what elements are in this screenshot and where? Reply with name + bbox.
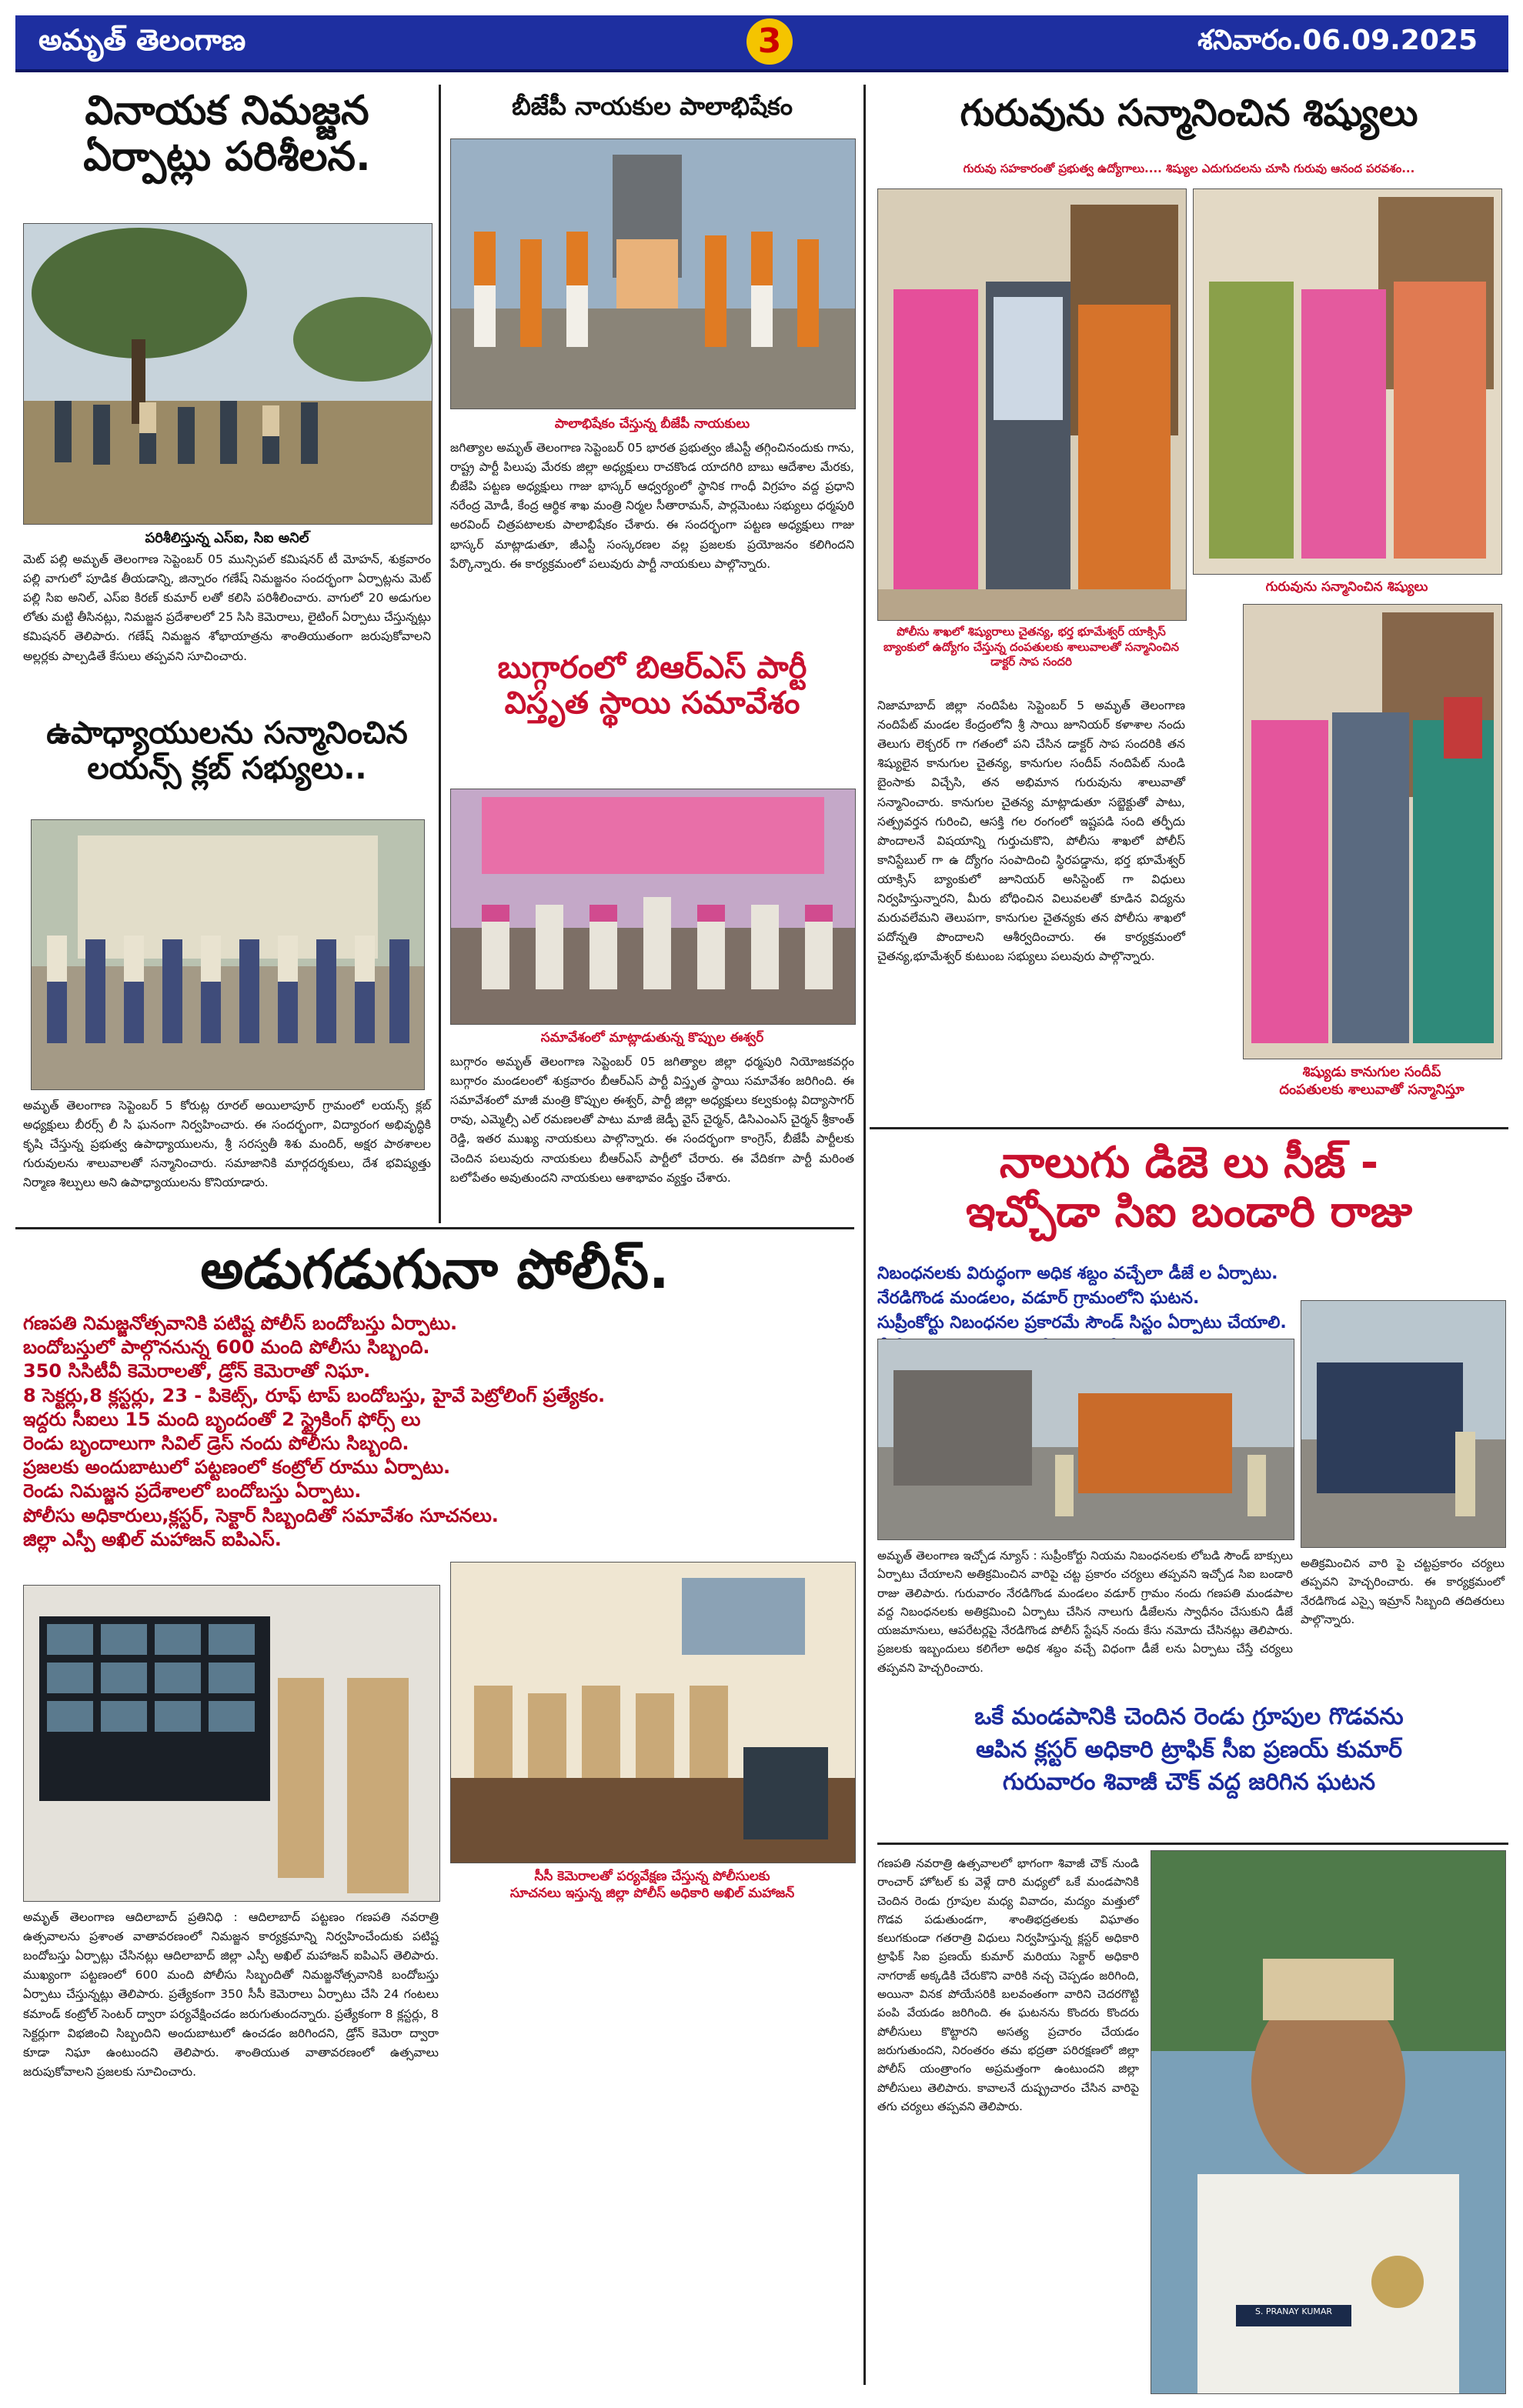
clash-article xyxy=(873,1704,1505,1796)
dj-headline-2: ఇచ్చోడా సిఐ బండారి రాజు xyxy=(965,1187,1413,1238)
police-bullet: 350 సిసిటీవీ కెమెరాలతో, డ్రోన్ కెమెరాతో నిఘా. xyxy=(23,1360,371,1382)
dj-bullet: నిబంధనలకు విరుద్ధంగా అధిక శబ్దం వచ్చేలా డీజే ల ఏర్పాటు. xyxy=(877,1264,1278,1283)
police-bullet: బందోబస్తులో పాల్గొననున్న 600 మంది పోలీసు సిబ్బంది. xyxy=(23,1336,430,1359)
police-bullets xyxy=(23,1312,854,1552)
brs-headline-1: బుగ్గారంలో బిఆర్ఎస్ పార్టీ xyxy=(497,650,807,685)
page-number-badge: 3 xyxy=(746,18,793,65)
police-bullet: రెండు బృందాలుగా సివిల్ డ్రెస్ నందు పోలీసు సిబ్బంది. xyxy=(23,1432,409,1454)
guru-caption-right-top: గురువును సన్మానించిన శిష్యులు xyxy=(1265,579,1428,595)
police-caption-line1: సీసీ కెమెరాలతో పర్యవేక్షణ చేస్తున్న పోలీసులకు xyxy=(534,1869,770,1884)
police-headline: అడుగడుగునా పోలీస్. xyxy=(200,1238,670,1301)
dj-body: అమృత్ తెలంగాణ ఇచ్చోడ న్యూస్ : సుప్రీంకోర్టు నియమ నిబంధనలకు లోబడి సౌండ్ బాక్సులు ఏర్పాటు చేయాలని అతిక్రమించిన వారిపై చట్ట ప్రకారం చర్యలు తప్పవని ఇచ్చోడ సిఐ బండారి రాజు తెలిపారు. గురువారం నేరడిగొండ మండలం వడూర్ గ్రామం నందు గణపతి మండపాల వద్ద నిబంధనలకు అతిక్రమించి ఏర్పాటు చేసిన నాలుగు డీజేలను స్వాధీనం చేసుకుని డీజే యజమానులు, ఆపరేటర్లపై నేరడిగొండ పోలీస్ స్టేషన్ నందు కేసు నమోదు చేసినట్లు తెలిపారు. ప్రజలకు ఇబ్బందులు కలిగేలా అధిక శబ్దం వచ్చే విధంగా డీజే లను ఏర్పాటు చేస్తే చర్యలు తప్పవని హెచ్చరించారు. xyxy=(877,1549,1293,1675)
police-meeting-photo xyxy=(450,1562,856,1863)
guru-caption-rb-line1: శిష్యుడు కానుగుల సందీప్ xyxy=(1302,1064,1441,1080)
clash-body: గణపతి నవరాత్రి ఉత్సవాలలో భాగంగా శివాజీ చౌక్ నుండి రాంచార్ హోటల్ కు వెళ్లే దారి మధ్యలో ఒకే మండపానికి చెందిన రెండు గ్రూపుల మధ్య వివాదం, మద్యం మత్తులో గొడవ పడుతుండగా, శాంతిభద్రతలకు విఘాతం కలుగకుండా గతరాత్రి విధులు నిర్వహిస్తున్న క్లస్టర్ అధికారి ట్రాఫిక్ సిఐ ప్రణయ్ కుమార్ మరియు సెక్టార్ అధికారి నాగరాజ్ అక్కడికి చేరుకొని వారికి నచ్చ చెప్పడం జరిగింది, అయినా వినక పోయేసరికి బలవంతంగా వారిని చెదరగొట్టి పంపి వేయడం జరిగింది. ఈ ఘటనను కొందరు కొందరు పోలీసులు కొట్టారని అసత్య ప్రచారం చేయడం జరుగుతుందని, నిరంతరం తమ భద్రతా పరిరక్షణలో జిల్లా పోలీస్ యంత్రాంగం అప్రమత్తంగా ఉంటుందని జిల్లా పోలీసులు తెలిపారు. కావాలనే దుష్ప్రచారం చేసిన వారిపై తగు చర్యలు తప్పవని తెలిపారు. xyxy=(877,1856,1139,2113)
guru-caption-right-bottom xyxy=(1243,1063,1501,1099)
vinayaka-caption: పరిశీలిస్తున్న ఎస్ఐ, సిఐ అనిల్ xyxy=(145,530,309,546)
clash-headline-1: ఒకే మండపానికి చెందిన రెండు గ్రూపుల గొడవను xyxy=(974,1703,1404,1730)
dj-body-right: అతిక్రమించిన వారి పై చట్టప్రకారం చర్యలు తప్పవని హెచ్చరించారు. ఈ కార్యక్రమంలో నేరడిగొండ ఎస్సై ఇమ్రాన్ సిబ్బంది తదితరులు పాల్గొన్నారు. xyxy=(1301,1556,1505,1626)
dj-photo-right xyxy=(1301,1300,1506,1548)
clash-headline-2: ఆపిన క్లస్టర్ అధికారి ట్రాఫిక్ సీఐ ప్రణయ్ కుమార్ xyxy=(975,1736,1403,1763)
column-rule-1 xyxy=(439,85,441,1223)
brs-caption: సమావేశంలో మాట్లాడుతున్న కొప్పుల ఈశ్వర్ xyxy=(540,1030,764,1046)
police-bullet: రెండు నిమజ్జన ప్రదేశాలలో బందోబస్తు ఏర్పాటు. xyxy=(23,1480,362,1502)
police-body-left: అమృత్ తెలంగాణ ఆదిలాబాద్ ప్రతినిధి : ఆదిలాబాద్ పట్టణం గణపతి నవరాత్రి ఉత్సవాలను ప్రశాంత వాతావరణంలో నిమజ్జన కార్యక్రమాన్ని నిర్వహించేందుకు పటిష్ట బందోబస్తు ఏర్పాట్లు చేసినట్లు ఆదిలాబాద్ జిల్లా ఎస్పీ అఖిల్ మహాజన్ ఐపిఎస్ తెలిపారు. ముఖ్యంగా పట్టణంలో 600 మంది పోలీసు సిబ్బందితో నిమజ్జనోత్సవానికి బందోబస్తు ఏర్పాటు చేస్తున్నట్లు తెలిపారు. ప్రత్యేకంగా 350 సీసీ కెమెరాలు ఏర్పాటు చేసి 24 గంటలు కమాండ్ కంట్రోల్ సెంటర్ ద్వారా పర్యవేక్షించడం జరుగుతుందన్నారు. ప్రత్యేకంగా 8 క్లస్టర్లు, 8 సెక్టర్లుగా విభజించి సిబ్బందిని అందుబాటులో ఉంచడం జరిగిందని, డ్రోన్ కెమెరా ద్వారా కూడా నిఘా ఉంటుందని తెలిపారు. శాంతియుత వాతావరణంలో ఉత్సవాలు జరుపుకోవాలని ప్రజలకు సూచించారు. xyxy=(23,1910,439,2079)
brs-article xyxy=(450,650,854,721)
dj-bullet: సుప్రీంకోర్టు నిబంధనల ప్రకారమే సౌండ్ సిస్టం ఏర్పాటు చేయాలి. xyxy=(877,1312,1287,1332)
lions-photo xyxy=(31,819,425,1090)
column-rule-2 xyxy=(863,85,866,1192)
lions-headline-2: లయన్స్ క్లబ్ సభ్యులు.. xyxy=(87,751,367,786)
guru-photo-left xyxy=(877,188,1187,621)
police-bullet: 8 సెక్టర్లు,8 క్లస్టర్లు, 23 - పికెట్స్, రూఫ్ టాప్ బందోబస్తు, హైవే పెట్రోలింగ్ ప్రత్యేకం. xyxy=(23,1384,606,1406)
police-caption xyxy=(450,1868,854,1902)
masthead xyxy=(15,15,1508,72)
bjp-photo xyxy=(450,138,856,409)
lions-article xyxy=(23,715,431,786)
guru-photo-right-top xyxy=(1193,188,1502,575)
vinayaka-photo xyxy=(23,223,433,525)
police-bullet: పోలీసు అధికారులు,క్లస్టర్, సెక్టార్ సిబ్బందితో సమావేశం సూచనలు. xyxy=(23,1504,499,1526)
bjp-headline: బీజేపీ నాయకుల పాలాభిషేకం xyxy=(512,92,793,121)
clash-headline-3: గురువారం శివాజీ చౌక్ వద్ద జరిగిన ఘటన xyxy=(1002,1769,1376,1796)
guru-caption-rb-line2: దంపతులకు శాలువాతో సన్మానిస్తూ xyxy=(1279,1082,1465,1099)
bjp-body: జగిత్యాల అమృత్ తెలంగాణ సెప్టెంబర్ 05 భారత ప్రభుత్వం జీఎస్టీ తగ్గించినందుకు గాను, రాష్ట్ర పార్టీ పిలుపు మేరకు జిల్లా అధ్యక్షులు రాచకొండ యాదగిరి బాబు ఆదేశాల మేరకు, బీజేపి పట్టణ అధ్యక్షులు గాజు భాస్కర్ ఆధ్వర్యంలో స్థానిక గాంధీ విగ్రహం వద్ద ప్రధాని నరేంద్ర మోడీ, కేంద్ర ఆర్థిక శాఖ మంత్రి నిర్మల సీతారామన్, పార్లమెంటు సభ్యులు ధర్మపురి అరవింద్ చిత్రపటాలకు పాలాభిషేకం చేశారు. ఈ సందర్భంగా పట్టణ అధ్యక్షులు గాజు భాస్కర్ మాట్లాడుతూ, జీఎస్టీ సంస్కరణల వల్ల ప్రజలకు ప్రయోజనం కలిగిందని పేర్కొన్నారు. ఈ కార్యక్రమంలో పలువురు పార్టీ నాయకులు పాల్గొన్నారు. xyxy=(450,441,854,571)
police-bullet: గణపతి నిమజ్జనోత్సవానికి పటిష్ట పోలీస్ బందోబస్తు ఏర్పాటు. xyxy=(23,1312,458,1334)
dj-photo-left xyxy=(877,1339,1294,1540)
nameplate-text: S. PRANAY KUMAR xyxy=(1254,2306,1333,2316)
guru-headline: గురువును సన్మానించిన శిష్యులు xyxy=(960,92,1418,135)
guru-subtitle: గురువు సహకారంతో ప్రభుత్వ ఉద్యోగాలు.... శిష్యుల ఎదుగుదలను చూసి గురువు ఆనంద పరవశం... xyxy=(963,162,1415,175)
paper-name: అమృత్ తెలంగాణ xyxy=(38,23,246,57)
police-bullet: ప్రజలకు అందుబాటులో పట్టణంలో కంట్రోల్ రూము ఏర్పాటు. xyxy=(23,1456,451,1479)
lions-body: అమృత్ తెలంగాణ సెప్టెంబర్ 5 కోరుట్ల రూరల్ అయిలాపూర్ గ్రామంలో లయన్స్ క్లబ్ అధ్యక్షులు బీరర్స్ లీ సి ఘనంగా నిర్వహించారు. ఈ సందర్భంగా, విద్యారంగ అభివృద్ధికి కృషి చేస్తున్న ప్రభుత్వ ఉపాధ్యాయులను, శ్రీ సరస్వతీ శిశు మందిర్, అక్షర పాఠశాలల గురువులను శాలువాలతో సన్మానించారు. సమాజానికి మార్గదర్శకులు, దేశ భవిష్యత్తు నిర్మాణ శిల్పులు అని ఉపాధ్యాయులను కొనియాడారు. xyxy=(23,1099,431,1190)
brs-headline-2: విస్తృత స్థాయి సమావేశం xyxy=(504,685,800,721)
issue-date: శనివారం.06.09.2025 xyxy=(1197,25,1478,56)
guru-body: నిజామాబాద్ జిల్లా నందిపేట సెప్టెంబర్ 5 అమృత్ తెలంగాణ నందిపేట్ మండల కేంద్రంలోని శ్రీ సాయి జూనియర్ కళాశాల నందు తెలుగు లెక్చరర్ గా గతంలో పని చేసిన డాక్టర్ సాప సందరికి తన శిష్యులైన కానుగుల చైతన్య, కానుగుల సందీప్ నందిపేట్ నుండి బైంసాకు విచ్చేసి, తన అభిమాన గురువును శాలువాతో సన్మానించారు. కానుగుల చైతన్య మాట్లాడుతూ సబ్జెక్టుతో పాటు, సత్ప్రవర్తన గురించి, ఆసక్తి గల రంగంలో ఇష్టపడి సంది తర్ఫీదు పొందాలనే విషయాన్ని గుర్తుచుకొని, పోలీసు శాఖలో పోలీస్ కానిస్టేబుల్ గా ఉ ద్యోగం సంపాదించి స్థిరపడ్డాను, భర్త భూమేశ్వర్ యాక్సిస్ బ్యాంకులో జూనియర్ అసిస్టెంట్ గా విధులు నిర్వహిస్తున్నారని, మీరు బోధించిన విలువలతో కూడిన విద్యను మరువలేమని తెలుపగా, కానుగుల చైతన్యకు తన పోలీసు శాఖలో పదోన్నతి పొందాలని ఆశీర్వదించారు. ఈ కార్యక్రమంలో చైతన్య,భూమేశ్వర్ కుటుంబ సభ్యులు పలువురు పాల్గొన్నారు. xyxy=(877,699,1185,964)
row-rule-2 xyxy=(870,1127,1508,1129)
police-bullet: జిల్లా ఎస్పీ అఖిల్ మహాజన్ ఐపిఎస్. xyxy=(23,1528,282,1550)
bjp-caption: పాలాభిషేకం చేస్తున్న బీజేపీ నాయకులు xyxy=(554,416,750,432)
column-rule-3 xyxy=(863,1139,866,2385)
police-caption-line2: సూచనలు ఇస్తున్న జిల్లా పోలీస్ అధికారి అఖిల్ మహాజన్ xyxy=(509,1886,795,1902)
row-rule-3 xyxy=(877,1843,1508,1845)
guru-photo-right-bottom xyxy=(1243,604,1502,1059)
dj-article xyxy=(873,1139,1505,1238)
vinayaka-headline-1: వినాయక నిమజ్జన xyxy=(85,88,369,134)
vinayaka-body: మెట్ పల్లి అమృత్ తెలంగాణ సెప్టెంబర్ 05 మున్సిపల్ కమిషనర్ టీ మోహన్, శుక్రవారం పల్లి వాగులో పూడిక తీయడాన్ని, జిన్నారం గణేష్ నిమజ్జనం సందర్భంగా ఏర్పాట్లను మెట్ పల్లి సిఐ అనిల్, ఎస్ఐ కిరణ్ కుమార్ లతో కలిసి పరిశీలించారు. వాగులో 20 అడుగుల లోతు మట్టి తీసినట్లు, నిమజ్జన ప్రదేశాలలో 25 సిసి కెమెరాలు, లైటింగ్ ఏర్పాటు చేస్తున్నట్లు కమిషనర్ తెలిపారు. గణేష్ నిమజ్జన శోభాయాత్రను శాంతియుతంగా జరుపుకోవాలని అల్లర్లకు పాల్పడితే కేసులు తప్పవని సూచించారు. xyxy=(23,552,431,663)
police-cctv-photo xyxy=(23,1585,440,1902)
guru-caption-left: పోలీసు శాఖలో శిష్యురాలు చైతన్య, భర్త భూమేశ్వర్ యాక్సిస్ బ్యాంకులో ఉద్యోగం చేస్తున్న దంపతులకు శాలువాలతో సన్మానించిన డాక్టర్ సాప సందరి xyxy=(883,625,1179,669)
vinayaka-article xyxy=(23,88,431,181)
dj-headline-1: నాలుగు డిజె లు సీజ్ - xyxy=(999,1138,1379,1188)
police-bullet: ఇద్దరు సీఐలు 15 మంది బృందంతో 2 స్ట్రైకింగ్ ఫోర్స్ లు xyxy=(23,1408,421,1430)
brs-photo xyxy=(450,789,856,1025)
vinayaka-headline-2: ఏర్పాట్లు పరిశీలన. xyxy=(83,133,371,180)
lions-headline-1: ఉపాధ్యాయులను సన్మానించిన xyxy=(46,715,408,751)
clash-photo xyxy=(1151,1850,1506,2394)
row-rule-1 xyxy=(15,1227,854,1229)
brs-body: బుగ్గారం అమృత్ తెలంగాణ సెప్టెంబర్ 05 జగిత్యాల జిల్లా ధర్మపురి నియోజకవర్గం బుగ్గారం మండలంలో శుక్రవారం బీఆర్ఎస్ పార్టీ విస్తృత స్థాయి సమావేశం జరిగింది. ఈ సమావేశంలో మాజీ మంత్రి కొప్పుల ఈశ్వర్, పార్టీ జిల్లా అధ్యక్షులు కల్వకుంట్ల విద్యాసాగర్ రావు, ఎమ్మెల్సీ ఎల్ రమణలతో పాటు మాజీ జెడ్పీ వైస్ చైర్మన్, డిసిఎంఎస్ చైర్మన్ శ్రీకాంత్ రెడ్డి, ఇతర ముఖ్య నాయకులు పాల్గొన్నారు. ఈ సందర్భంగా కాంగ్రెస్, బీజేపీ పార్టీలకు చెందిన పలువురు నాయకులు బీఆర్ఎస్ పార్టీలో చేరారు. ఈ వేదికగా పార్టీ మరింత బలోపేతం అవుతుందని నాయకులు ఆశాభావం వ్యక్తం చేశారు. xyxy=(450,1055,854,1185)
dj-bullet: నేరడిగొండ మండలం, వడూర్ గ్రామంలోని ఘటన. xyxy=(877,1288,1200,1308)
